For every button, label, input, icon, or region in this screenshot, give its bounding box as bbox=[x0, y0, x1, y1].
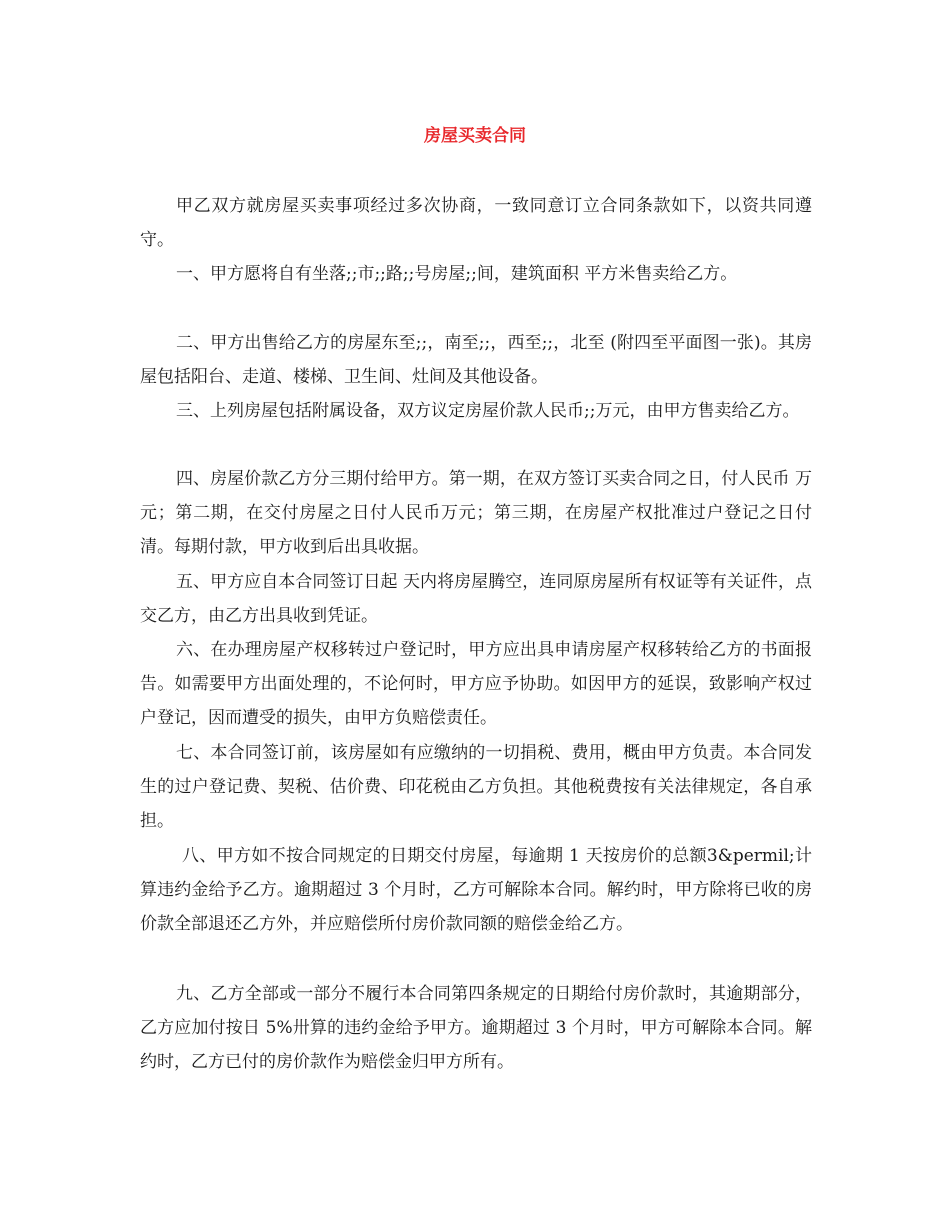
clause-5-paragraph: 五、甲方应自本合同签订日起 天内将房屋腾空，连同原房屋所有权证等有关证件，点交乙方，由乙方出具收到凭证。 bbox=[140, 572, 812, 626]
clause-3-paragraph: 三、上列房屋包括附属设备，双方议定房屋价款人民币;;万元，由甲方售卖给乙方。 bbox=[176, 401, 800, 421]
clause-9-paragraph: 九、乙方全部或一部分不履行本合同第四条规定的日期给付房价款时，其逾期部分，乙方应加付按日 5%卅算的违约金给予甲方。逾期超过 3 个月时，甲方可解除本合同。解约时，乙方已付的房价款作为赔偿金归甲方所有。 bbox=[140, 984, 812, 1072]
clause-4-paragraph: 四、房屋价款乙方分三期付给甲方。第一期，在双方签订买卖合同之日，付人民币 万元；第二期，在交付房屋之日付人民币万元；第三期，在房屋产权批准过户登记之日付清。每期付款，甲方收到后出具收据。 bbox=[140, 469, 812, 557]
clause-1-paragraph: 一、甲方愿将自有坐落;;市;;路;;号房屋;;间，建筑面积 平方米售卖给乙方。 bbox=[176, 264, 738, 284]
clause-6-paragraph: 六、在办理房屋产权移转过户登记时，甲方应出具申请房屋产权移转给乙方的书面报告。如需要甲方出面处理的，不论何时，甲方应予协助。如因甲方的延误，致影响产权过户登记，因而遭受的损失，由甲方负赔偿责任。 bbox=[140, 640, 812, 728]
document-title: 房屋买卖合同 bbox=[424, 126, 526, 146]
clause-8-paragraph: 八、甲方如不按合同规定的日期交付房屋，每逾期 1 天按房价的总额3&permil;计算违约金给予乙方。逾期超过 3 个月时，乙方可解除本合同。解约时，甲方除将已收的房价款全部退还乙方外，并应赔偿所付房价款同额的赔偿金给乙方。 bbox=[140, 846, 812, 934]
clause-2-paragraph: 二、甲方出售给乙方的房屋东至;;，南至;;，西至;;，北至 (附四至平面图一张)。其房屋包括阳台、走道、楼梯、卫生间、灶间及其他设备。 bbox=[140, 333, 812, 387]
preamble-paragraph: 甲乙双方就房屋买卖事项经过多次协商，一致同意订立合同条款如下，以资共同遵守。 bbox=[140, 196, 812, 250]
clause-7-paragraph: 七、本合同签订前，该房屋如有应缴纳的一切捐税、费用，概由甲方负责。本合同发生的过户登记费、契税、估价费、印花税由乙方负担。其他税费按有关法律规定，各自承担。 bbox=[140, 743, 812, 831]
